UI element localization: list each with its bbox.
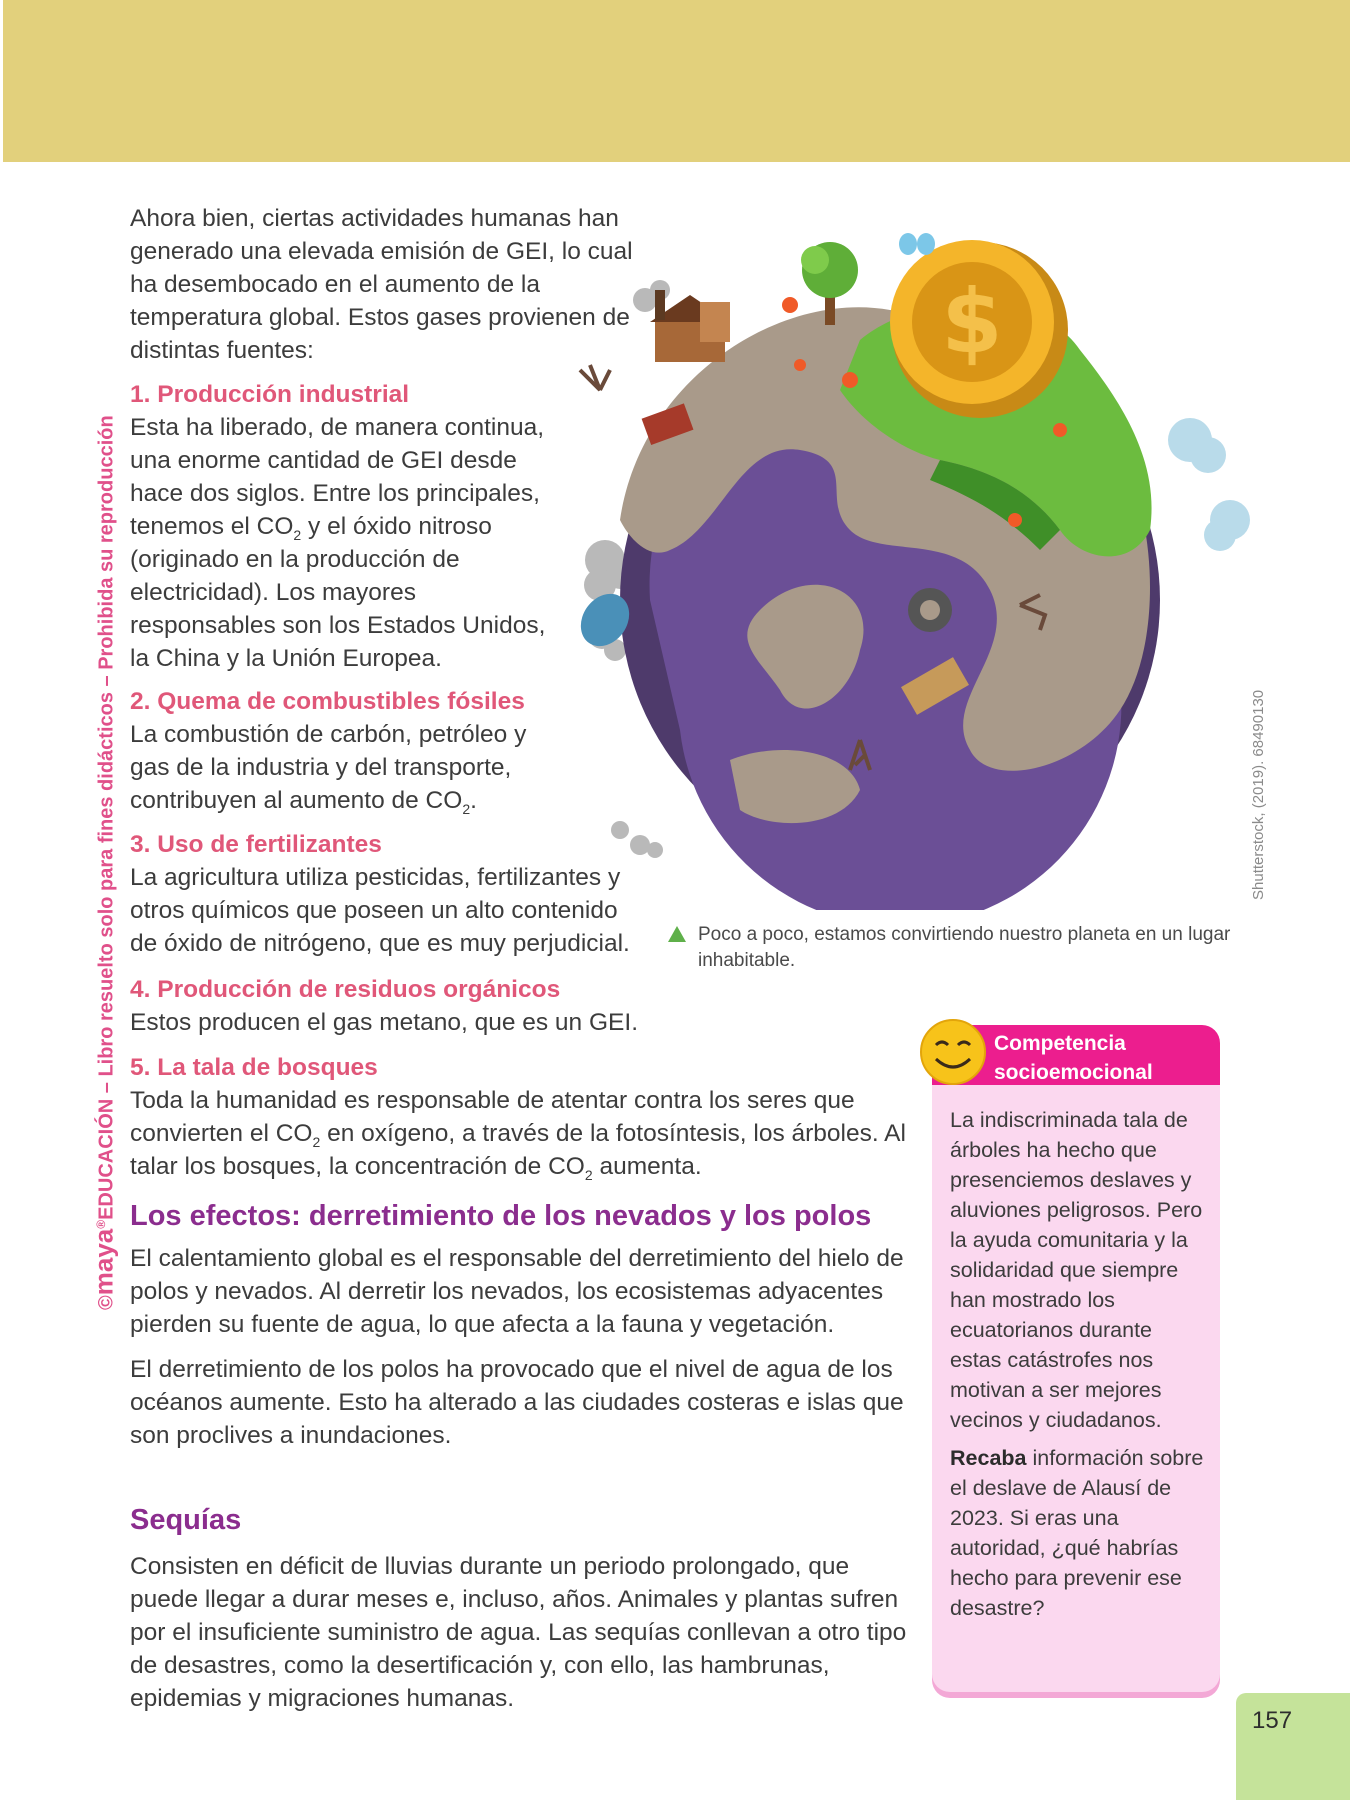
page-number: 157 bbox=[1252, 1707, 1293, 1734]
item-text: La combustión de carbón, petróleo y gas de la industria y del transporte, contribuyen al aumento de $CO_2$. bbox=[130, 721, 527, 817]
paragraph: Consisten en déficit de lluvias durante un periodo prolongado, que puede llegar a durar meses e, incluso, años. Animales y plantas sufren por el insuficiente suministro de agua. Las sequías conllevan a otro tipo de desastres, como la desertificación y, con ello, las hambrunas, epidemias y migraciones humanas. bbox=[130, 1553, 907, 1712]
section-heading: Los efectos: derretimiento de los nevados y los polos bbox=[130, 1200, 872, 1232]
list-item bbox=[130, 685, 550, 817]
list-item bbox=[130, 973, 730, 1039]
paragraph: El calentamiento global es el responsable del derretimiento del hielo de polos y nevados. Al derretir los nevados, los ecosistemas adyacentes pierden su fuente de agua, lo que afecta a la fauna y vegetación. bbox=[130, 1245, 904, 1338]
factory-icon bbox=[650, 290, 730, 362]
maya-logo: maya bbox=[88, 1228, 119, 1296]
item-text: Esta ha liberado, de manera continua, una enorme cantidad de GEI desde hace dos siglos. Entre los principales, tenemos el $CO_2$ y el óxido nitroso (originado en la producción de electricidad). Los mayores responsables son los Estados Unidos, la China y la Unión Europea. bbox=[130, 414, 546, 672]
competence-box bbox=[932, 1025, 1220, 1670]
item-text: La agricultura utiliza pesticidas, fertilizantes y otros químicos que poseen un alto contenido de óxido de nitrógeno, que es muy perjudicial. bbox=[130, 864, 630, 957]
competence-title: Competencia socioemocional bbox=[994, 1032, 1153, 1084]
intro-paragraph: Ahora bien, ciertas actividades humanas han generado una elevada emisión de GEI, lo cual ha desembocado en el aumento de la temperatura global. Estos gases provienen de distintas fuentes: bbox=[130, 205, 633, 364]
list-item bbox=[130, 378, 550, 675]
item-title: 2. Quema de combustibles fósiles bbox=[130, 688, 525, 715]
butterfly-icon bbox=[899, 233, 935, 255]
list-item bbox=[130, 1051, 910, 1183]
item-text: Estos producen el gas metano, que es un GEI. bbox=[130, 1009, 639, 1036]
smiley-icon bbox=[918, 1017, 988, 1087]
figure-caption: Poco a poco, estamos convirtiendo nuestro planeta en un lugar inhabitable. bbox=[698, 922, 1238, 974]
section-heading: Sequías bbox=[130, 1504, 242, 1536]
section-effects bbox=[130, 1198, 920, 1452]
item-title: 1. Producción industrial bbox=[130, 381, 410, 408]
item-text: Toda la humanidad es responsable de atentar contra los seres que convierten el $CO_2$ en oxígeno, a través de la fotosíntesis, los árboles. Al talar los bosques, la concentración de $CO_2$ aumenta. bbox=[130, 1087, 906, 1183]
competence-text: La indiscriminada tala de árboles ha hecho que presenciemos deslaves y aluviones peligrosos. Pero la ayuda comunitaria y la solidaridad que siempre han mostrado los ecuatorianos durante estas catástrofes nos motivan a ser mejores vecinos y ciudadanos. Recaba información sobre el deslave de Alausí de 2023. Si eras una autoridad, ¿qué habrías hecho para prevenir ese desastre? bbox=[950, 1108, 1204, 1620]
image-credit: Shutterstock, (2019). 68490130 bbox=[1250, 689, 1267, 900]
section-droughts bbox=[130, 1502, 920, 1715]
item-title: 5. La tala de bosques bbox=[130, 1054, 378, 1081]
item-title: 3. Uso de fertilizantes bbox=[130, 831, 382, 858]
paragraph: El derretimiento de los polos ha provocado que el nivel de agua de los océanos aumente. Esto ha alterado a las ciudades costeras e islas que son proclives a inundaciones. bbox=[130, 1356, 904, 1449]
top-color-band bbox=[0, 0, 1350, 162]
polluted-planet-illustration bbox=[560, 230, 1260, 910]
item-title: 4. Producción de residuos orgánicos bbox=[130, 976, 561, 1003]
dollar-icon: $ bbox=[941, 270, 1003, 373]
triangle-icon bbox=[668, 926, 686, 942]
side-copyright: ©maya®EDUCACIÓN – Libro resuelto solo para fines didácticos – Prohibida su reproducción bbox=[88, 415, 119, 1310]
page-number-box bbox=[1236, 1693, 1350, 1800]
